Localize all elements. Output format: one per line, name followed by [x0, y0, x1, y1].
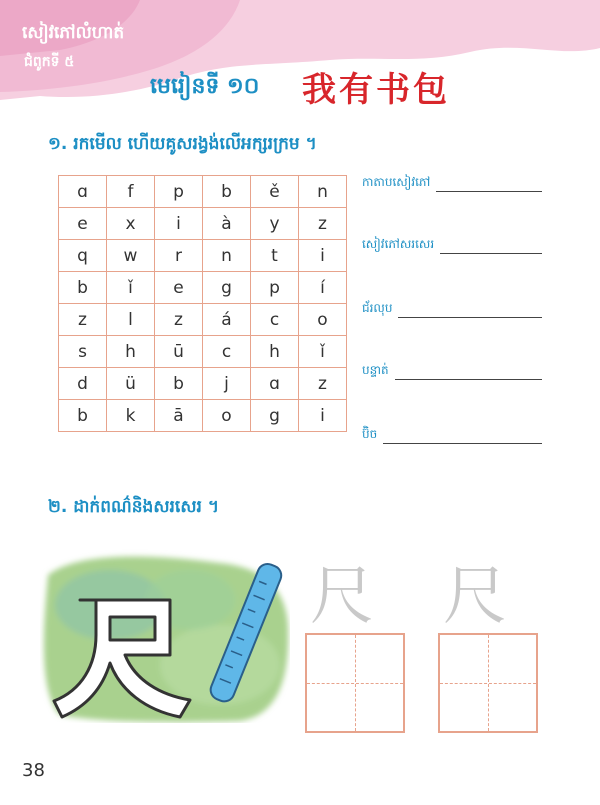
grid-row: [59, 272, 347, 304]
grid-cell[interactable]: g: [251, 400, 299, 432]
grid-row: [59, 400, 347, 432]
grid-cell[interactable]: ū: [155, 336, 203, 368]
grid-cell[interactable]: á: [203, 304, 251, 336]
grid-row: [59, 304, 347, 336]
vocab-item-notebook: [362, 236, 542, 254]
trace-character: 尺: [310, 560, 374, 634]
vocab-item-pen: [362, 426, 542, 444]
grid-cell[interactable]: o: [203, 400, 251, 432]
grid-cell[interactable]: í: [299, 272, 347, 304]
grid-cell[interactable]: q: [59, 240, 107, 272]
answer-line[interactable]: [436, 190, 542, 192]
grid-cell[interactable]: b: [203, 176, 251, 208]
writing-box[interactable]: [305, 633, 405, 733]
grid-cell[interactable]: i: [299, 400, 347, 432]
header-banner: [0, 0, 600, 110]
grid-cell[interactable]: c: [203, 336, 251, 368]
grid-row: [59, 336, 347, 368]
box-guide-horizontal: [440, 683, 536, 684]
grid-cell[interactable]: b: [155, 368, 203, 400]
grid-cell[interactable]: x: [107, 208, 155, 240]
grid-cell[interactable]: ü: [107, 368, 155, 400]
vocab-label: កាតាបសៀវភៅ: [362, 175, 431, 189]
box-guide-horizontal: [307, 683, 403, 684]
vocab-label: ប៊ិច: [362, 427, 378, 441]
lesson-title: 我有书包: [302, 70, 450, 110]
grid-cell[interactable]: w: [107, 240, 155, 272]
writing-box[interactable]: [438, 633, 538, 733]
grid-cell[interactable]: n: [299, 176, 347, 208]
answer-line[interactable]: [383, 442, 542, 444]
ruler-character-illustration: [40, 545, 290, 723]
chapter-label: ជំពូកទី ៥: [24, 54, 75, 70]
grid-cell[interactable]: p: [155, 176, 203, 208]
grid-cell[interactable]: h: [107, 336, 155, 368]
grid-cell[interactable]: y: [251, 208, 299, 240]
vocab-item-bag: [362, 174, 542, 192]
grid-cell[interactable]: z: [299, 368, 347, 400]
grid-cell[interactable]: z: [299, 208, 347, 240]
grid-row: [59, 176, 347, 208]
answer-line[interactable]: [440, 252, 542, 254]
answer-line[interactable]: [395, 378, 542, 380]
grid-cell[interactable]: l: [107, 304, 155, 336]
vocab-item-ruler: [362, 362, 542, 380]
grid-cell[interactable]: h: [251, 336, 299, 368]
grid-row: [59, 240, 347, 272]
page-number: 38: [22, 760, 45, 781]
grid-cell[interactable]: n: [203, 240, 251, 272]
grid-cell[interactable]: ǐ: [299, 336, 347, 368]
grid-cell[interactable]: i: [299, 240, 347, 272]
lesson-label: មេរៀនទី ១០: [150, 74, 260, 99]
grid-cell[interactable]: k: [107, 400, 155, 432]
grid-cell[interactable]: z: [155, 304, 203, 336]
grid-cell[interactable]: r: [155, 240, 203, 272]
grid-cell[interactable]: t: [251, 240, 299, 272]
grid-cell[interactable]: f: [107, 176, 155, 208]
grid-cell[interactable]: b: [59, 272, 107, 304]
grid-cell[interactable]: ǐ: [107, 272, 155, 304]
grid-cell[interactable]: ā: [155, 400, 203, 432]
grid-cell[interactable]: s: [59, 336, 107, 368]
grid-cell[interactable]: ě: [251, 176, 299, 208]
grid-row: [59, 208, 347, 240]
grid-cell[interactable]: c: [251, 304, 299, 336]
trace-character: 尺: [443, 560, 507, 634]
grid-cell[interactable]: ɑ: [59, 176, 107, 208]
grid-cell[interactable]: z: [59, 304, 107, 336]
question2-title: ២. ដាក់ពណ៌និងសរសេរ ។: [48, 497, 220, 517]
letter-grid: [58, 175, 347, 432]
vocab-label: បន្ទាត់: [362, 363, 389, 377]
grid-cell[interactable]: e: [155, 272, 203, 304]
vocab-label: ជ័រលុប: [362, 301, 393, 315]
grid-cell[interactable]: à: [203, 208, 251, 240]
grid-cell[interactable]: ɑ: [251, 368, 299, 400]
grid-cell[interactable]: d: [59, 368, 107, 400]
book-title: សៀវភៅលំហាត់: [22, 23, 125, 43]
vocab-label: សៀវភៅសរសេរ: [362, 237, 435, 251]
grid-row: [59, 368, 347, 400]
answer-line[interactable]: [398, 316, 542, 318]
grid-cell[interactable]: b: [59, 400, 107, 432]
grid-cell[interactable]: p: [251, 272, 299, 304]
question1-title: ១. រកមើល ហើយគូសរង្វង់លើអក្សរក្រម ។: [48, 134, 317, 154]
grid-cell[interactable]: e: [59, 208, 107, 240]
grid-cell[interactable]: i: [155, 208, 203, 240]
vocab-item-eraser: [362, 300, 542, 318]
grid-cell[interactable]: g: [203, 272, 251, 304]
grid-cell[interactable]: o: [299, 304, 347, 336]
grid-cell[interactable]: j: [203, 368, 251, 400]
